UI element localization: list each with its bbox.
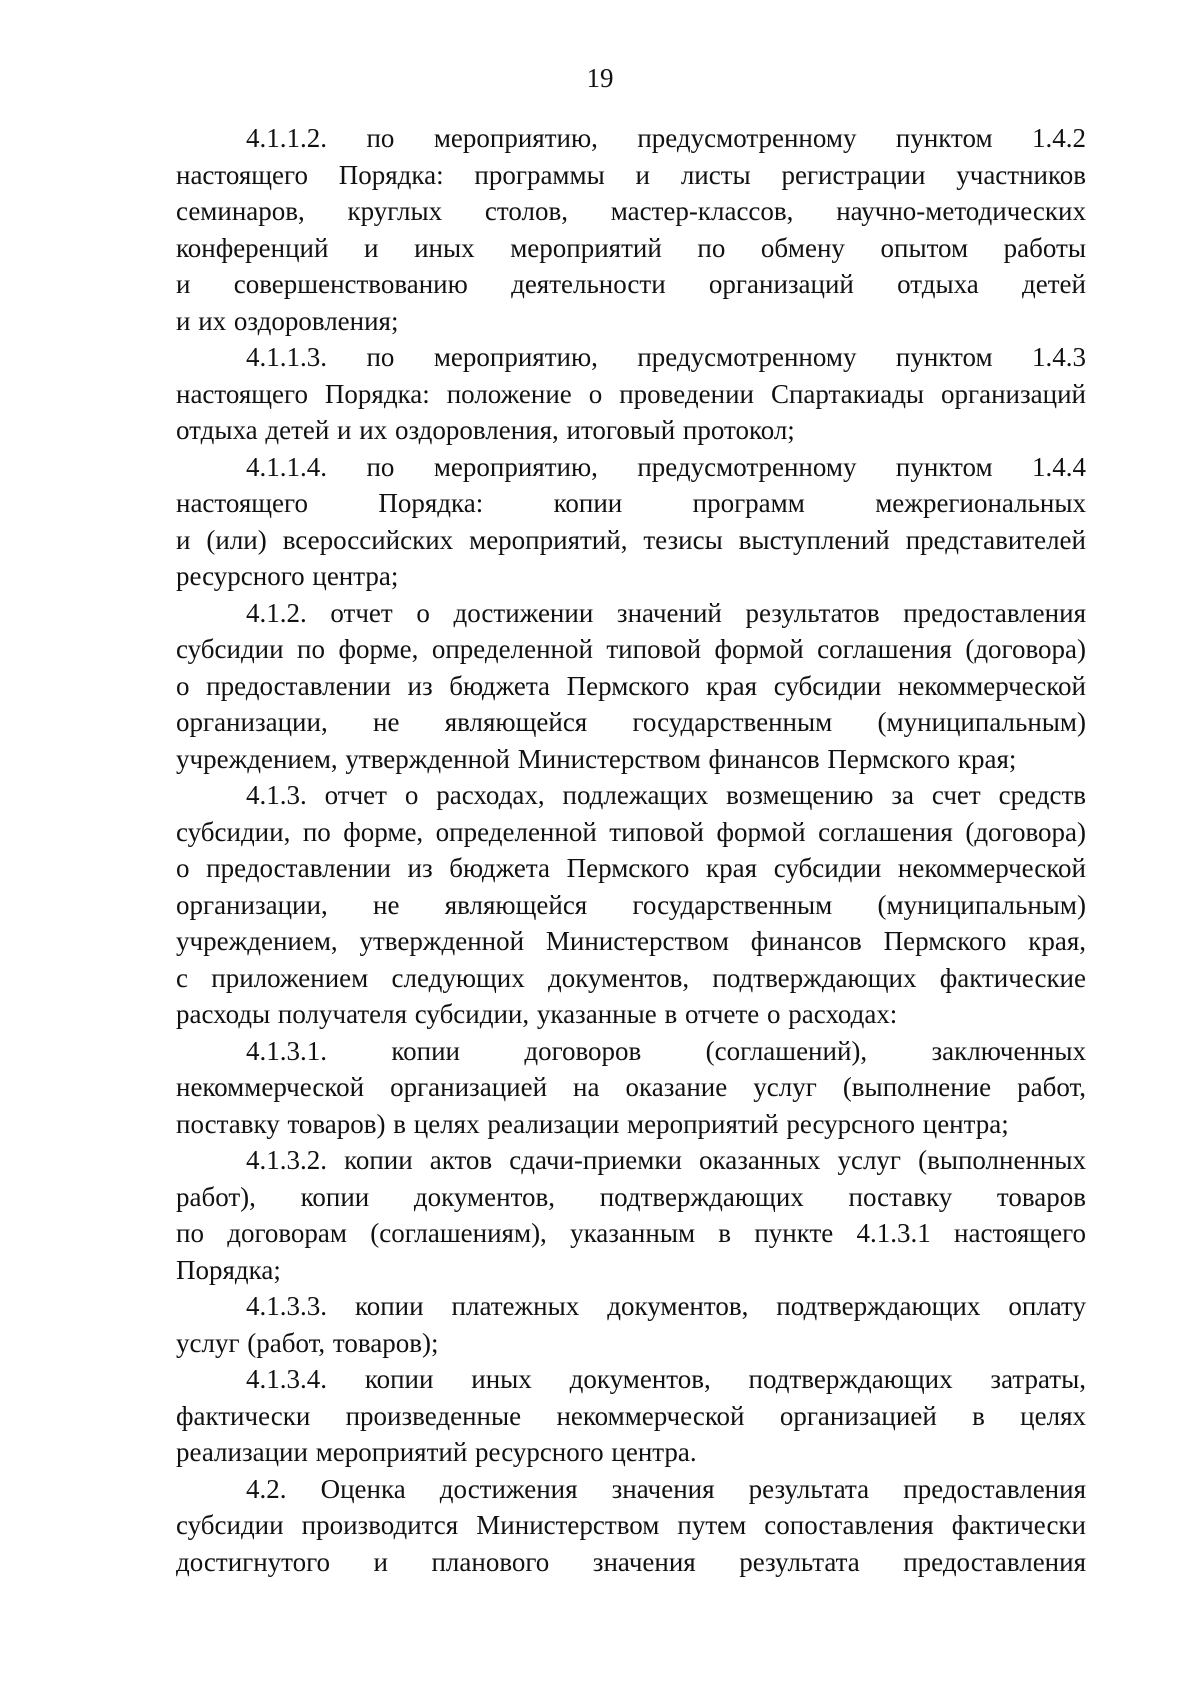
text-line: организации, не являющейся государственным (муниципальным) — [176, 707, 1086, 737]
paragraph — [176, 120, 1086, 339]
text-line: фактически произведенные некоммерческой организацией в целях — [176, 1400, 1086, 1431]
text-line: о предоставлении из бюджета Пермского края субсидии некоммерческой — [176, 670, 1086, 701]
text-line: по договорам (соглашениям), указанным в пункте 4.1.3.1 настоящего — [176, 1218, 1086, 1248]
text-line: с приложением следующих документов, подтверждающих фактические — [176, 962, 1086, 993]
text-line: Порядка; — [176, 1254, 281, 1285]
text-line: 4.1.1.4. по мероприятию, предусмотренному пунктом 1.4.4 — [246, 451, 1086, 482]
text-line: настоящего Порядка: копии программ межрегиональных — [176, 488, 1086, 518]
text-line: учреждением, утвержденной Министерством финансов Пермского края, — [176, 926, 1086, 956]
text-line: некоммерческой организацией на оказание услуг (выполнение работ, — [176, 1072, 1086, 1102]
text-line: реализации мероприятий ресурсного центра. — [176, 1437, 697, 1467]
text-line: организации, не являющейся государственным (муниципальным) — [176, 889, 1086, 920]
paragraph — [176, 1361, 1086, 1471]
text-line: поставку товаров) в целях реализации мероприятий ресурсного центра; — [176, 1108, 1009, 1139]
text-line: 4.1.3.2. копии актов сдачи-приемки оказанных услуг (выполненных — [246, 1145, 1086, 1175]
text-line: 4.1.1.2. по мероприятию, предусмотренному пунктом 1.4.2 — [246, 123, 1086, 153]
text-line: 4.2. Оценка достижения значения результата предоставления — [246, 1473, 1086, 1504]
text-line: конференций и иных мероприятий по обмену опытом работы — [176, 232, 1086, 263]
paragraph — [176, 339, 1086, 449]
text-line: 4.1.2. отчет о достижении значений результатов предоставления — [246, 597, 1086, 628]
text-line: расходы получателя субсидии, указанные в отчете о расходах: — [176, 999, 898, 1029]
text-line: субсидии производится Министерством путем сопоставления фактически — [176, 1510, 1086, 1540]
paragraph — [176, 1033, 1086, 1143]
paragraph — [176, 1142, 1086, 1288]
text-line: услуг (работ, товаров); — [176, 1327, 439, 1358]
text-line: отдыха детей и их оздоровления, итоговый протокол; — [176, 415, 795, 445]
paragraph — [176, 449, 1086, 595]
paragraph — [176, 595, 1086, 778]
text-line: учреждением, утвержденной Министерством финансов Пермского края; — [176, 743, 1017, 774]
text-line: 4.1.3.4. копии иных документов, подтверждающих затраты, — [246, 1364, 1086, 1394]
text-line: работ), копии документов, подтверждающих поставку товаров — [176, 1181, 1086, 1212]
text-line: и совершенствованию деятельности организаций отдыха детей — [176, 269, 1086, 299]
text-line: достигнутого и планового значения результата предоставления — [176, 1546, 1086, 1577]
text-line: 4.1.3. отчет о расходах, подлежащих возмещению за счет средств — [246, 780, 1086, 810]
text-line: настоящего Порядка: положение о проведении Спартакиады организаций — [176, 378, 1086, 409]
text-line: семинаров, круглых столов, мастер-классов, научно-методических — [176, 196, 1086, 226]
text-line: и их оздоровления; — [176, 305, 399, 336]
text-line: ресурсного центра; — [176, 561, 399, 591]
text-line: субсидии, по форме, определенной типовой формой соглашения (договора) — [176, 816, 1086, 847]
text-line: настоящего Порядка: программы и листы регистрации участников — [176, 159, 1086, 190]
text-line: и (или) всероссийских мероприятий, тезисы выступлений представителей — [176, 524, 1086, 555]
text-line: 4.1.3.1. копии договоров (соглашений), заключенных — [246, 1035, 1086, 1066]
paragraph — [176, 1288, 1086, 1361]
text-line: 4.1.1.3. по мероприятию, предусмотренному пунктом 1.4.3 — [246, 342, 1086, 372]
paragraph — [176, 777, 1086, 1033]
document-body — [176, 120, 1086, 1580]
text-line: 4.1.3.3. копии платежных документов, подтверждающих оплату — [246, 1291, 1086, 1321]
text-line: о предоставлении из бюджета Пермского края субсидии некоммерческой — [176, 853, 1086, 883]
text-line: субсидии по форме, определенной типовой формой соглашения (договора) — [176, 634, 1086, 664]
paragraph — [176, 1471, 1086, 1581]
page-number: 19 — [586, 63, 614, 93]
